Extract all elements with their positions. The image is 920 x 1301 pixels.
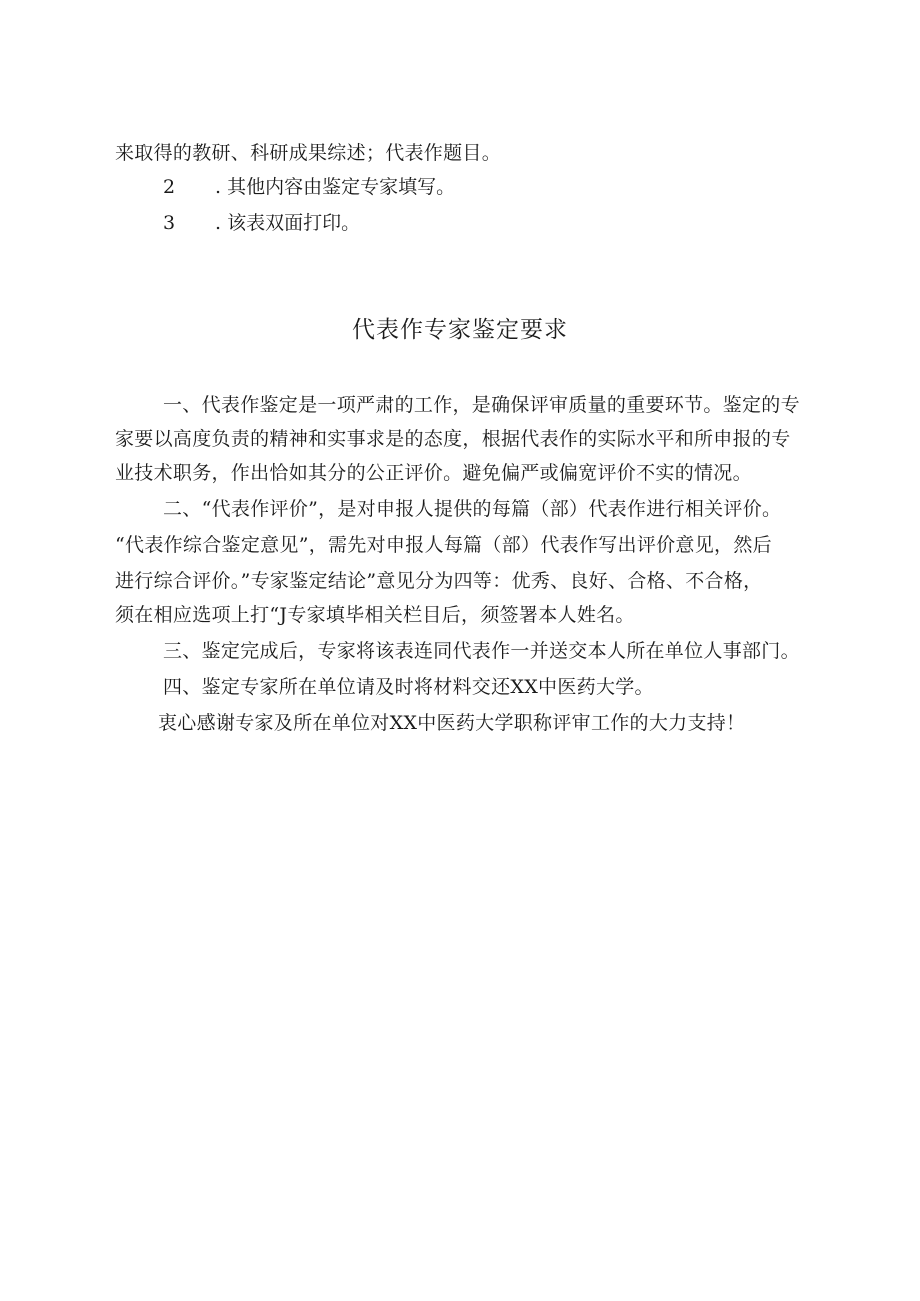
- paragraph-2-line-3: 进行综合评价。”专家鉴定结论”意见分为四等：优秀、良好、合格、不合格，: [115, 570, 763, 592]
- paragraph-2-line-1: 二、“代表作评价”，是对申报人提供的每篇（部）代表作进行相关评价。: [163, 498, 782, 520]
- paragraph-3-line-1: 三、鉴定完成后，专家将该表连同代表作一并送交本人所在单位人事部门。: [163, 640, 800, 662]
- paragraph-1-line-2: 家要以高度负责的精神和实事求是的态度，根据代表作的实际水平和所申报的专: [115, 428, 791, 450]
- instruction-number: 2: [163, 176, 176, 198]
- intro-continuation-line: 来取得的教研、科研成果综述；代表作题目。: [115, 142, 502, 164]
- closing-thanks-line: 衷心感谢专家及所在单位对XX中医药大学职称评审工作的大力支持！: [158, 712, 746, 734]
- paragraph-4-line-1: 四、鉴定专家所在单位请及时将材料交还XX中医药大学。: [163, 676, 654, 698]
- paragraph-1-line-1: 一、代表作鉴定是一项严肃的工作，是确保评审质量的重要环节。鉴定的专: [163, 394, 800, 416]
- instruction-number: 3: [163, 212, 176, 234]
- instruction-text: . 其他内容由鉴定专家填写。: [215, 176, 456, 198]
- paragraph-2-line-2: “代表作综合鉴定意见”，需先对申报人每篇（部）代表作写出评价意见，然后: [115, 534, 772, 556]
- section-title: 代表作专家鉴定要求: [352, 317, 568, 343]
- paragraph-2-line-4: 须在相应选项上打“J专家填毕相关栏目后，须签署本人姓名。: [115, 604, 635, 626]
- paragraph-1-line-3: 业技术职务，作出恰如其分的公正评价。避免偏严或偏宽评价不实的情况。: [115, 462, 752, 484]
- instruction-text: . 该表双面打印。: [215, 212, 361, 234]
